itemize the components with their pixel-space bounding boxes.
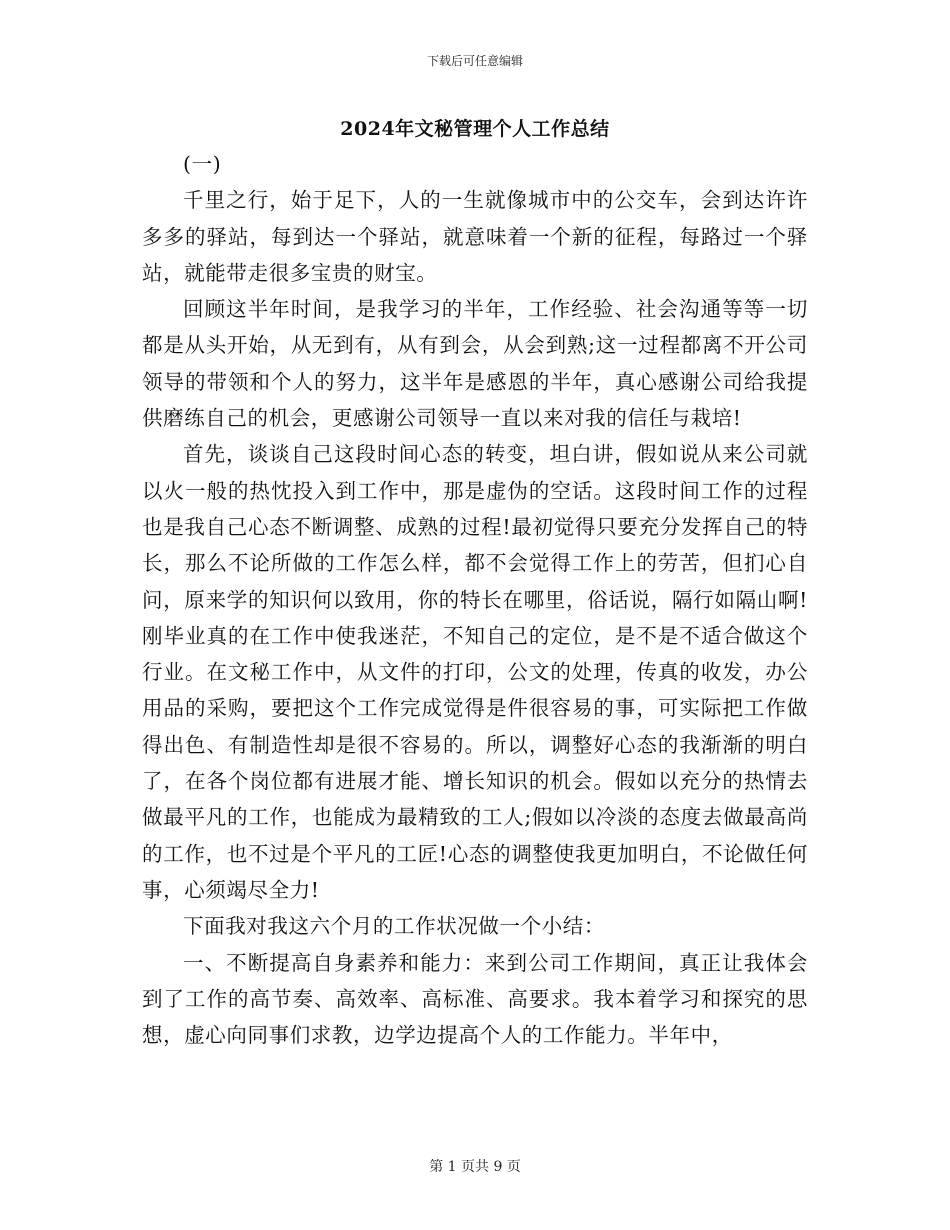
document-title: 2024年文秘管理个人工作总结 <box>340 118 610 140</box>
document-body <box>142 146 808 1053</box>
section-heading: (一) <box>183 152 222 176</box>
page-header: 下载后可任意编辑 <box>426 54 523 68</box>
page-footer: 第 1 页共 9 页 <box>429 1159 521 1175</box>
paragraph-point-one: 一、不断提高自身素养和能力：来到公司工作期间，真正让我体会到了工作的高节奏、高效率、高标准、高要求。我本着学习和探究的思想，虚心向同事们求教，边学边提高个人的工作能力。半年中， <box>142 950 808 1048</box>
paragraph-review: 回顾这半年时间，是我学习的半年，工作经验、社会沟通等等一切都是从头开始，从无到有，从有到会，从会到熟;这一过程都离不开公司领导的带领和个人的努力，这半年是感恩的半年，真心感谢公司给我提供磨练自己的机会，更感谢公司领导一直以来对我的信任与栽培! <box>142 297 808 431</box>
paragraph-intro: 千里之行，始于足下，人的一生就像城市中的公交车，会到达许许多多的驿站，每到达一个驿站，就意味着一个新的征程，每路过一个驿站，就能带走很多宝贵的财宝。 <box>142 188 808 285</box>
paragraph-mindset: 首先，谈谈自己这段时间心态的转变，坦白讲，假如说从来公司就以火一般的热忱投入到工作中，那是虚伪的空话。这段时间工作的过程也是我自己心态不断调整、成熟的过程!最初觉得只要充分发挥自己的特长，那么不论所做的工作怎么样，都不会觉得工作上的劳苦，但扪心自问，原来学的知识何以致用，你的特长在哪里，俗话说，隔行如隔山啊!刚毕业真的在工作中使我迷茫，不知自己的定位，是不是不适合做这个行业。在文秘工作中，从文件的打印，公文的处理，传真的收发，办公用品的采购，要把这个工作完成觉得是件很容易的事，可实际把工作做得出色、有制造性却是很不容易的。所以，调整好心态的我渐渐的明白了，在各个岗位都有进展才能、增长知识的机会。假如以充分的热情去做最平凡的工作，也能成为最精致的工人;假如以冷淡的态度去做最高尚的工作，也不过是个平凡的工匠!心态的调整使我更加明白，不论做任何事，心须竭尽全力! <box>142 442 808 902</box>
paragraph-summary-lead: 下面我对我这六个月的工作状况做一个小结： <box>183 914 605 939</box>
